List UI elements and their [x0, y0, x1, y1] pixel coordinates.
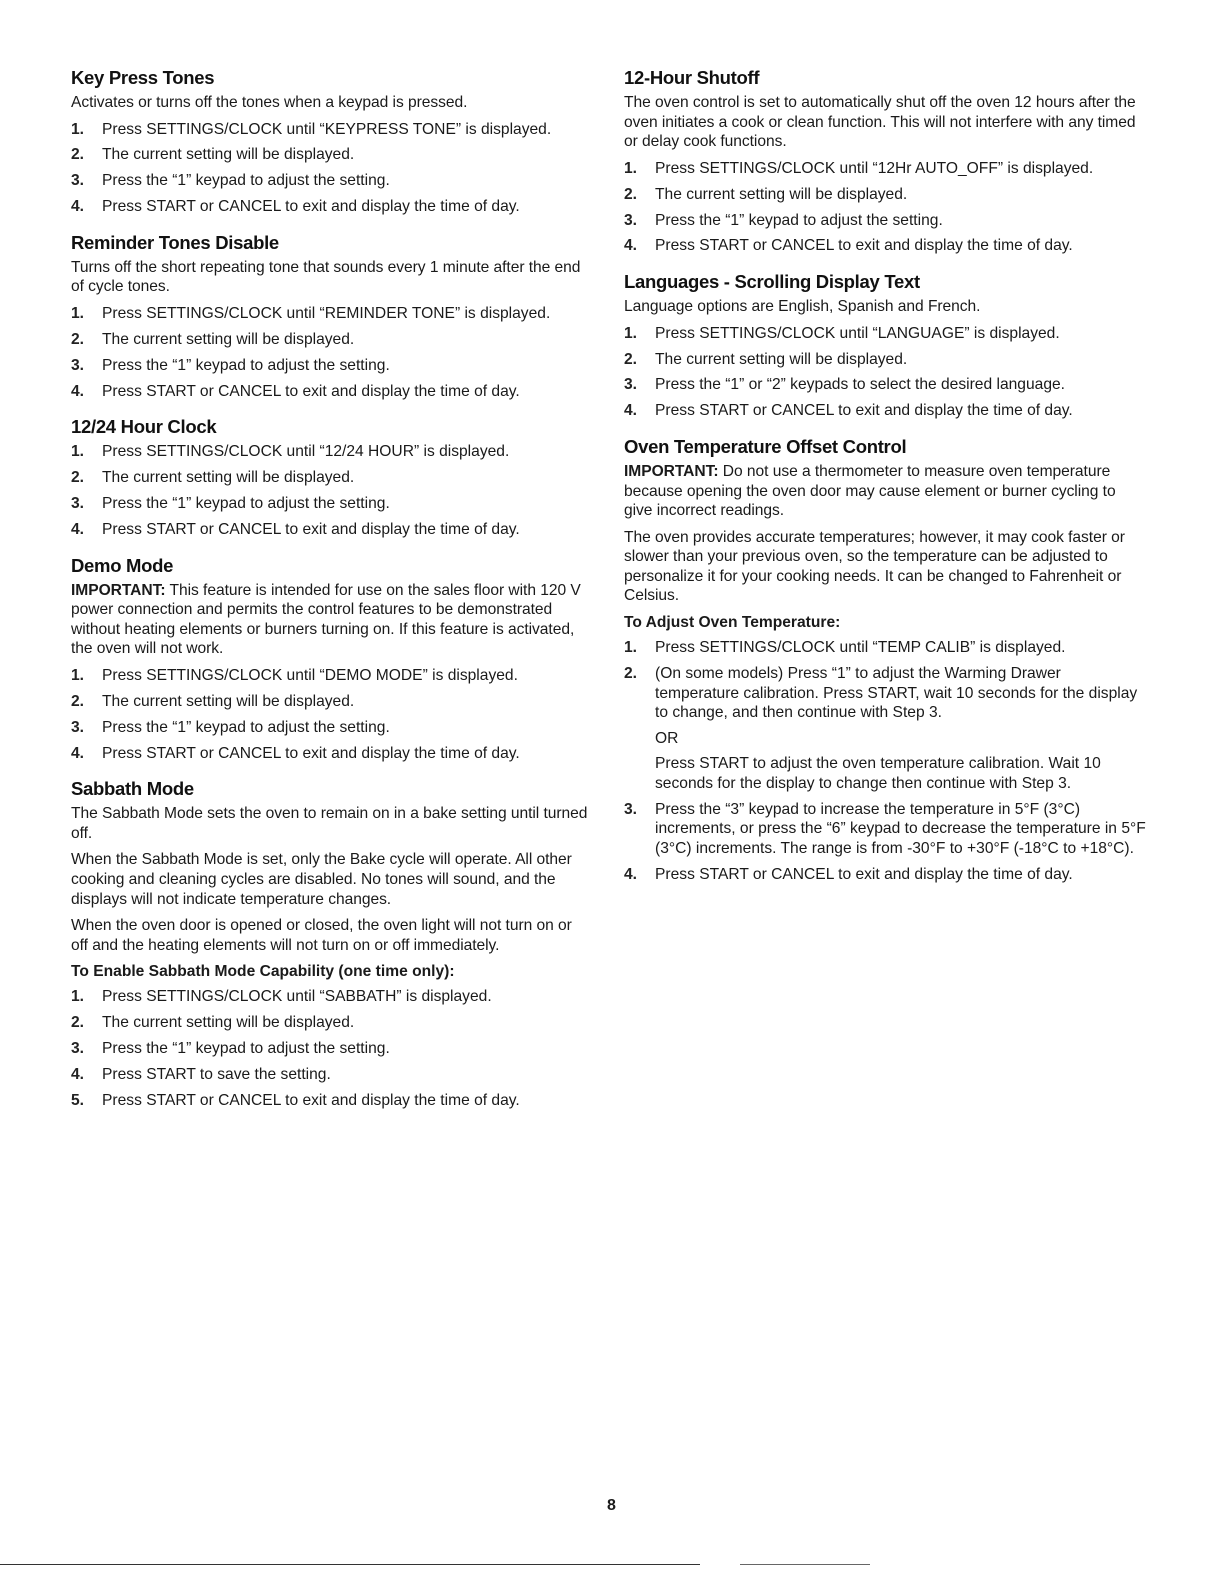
- step-number: 4.: [71, 1066, 85, 1084]
- step-number: 2.: [71, 146, 85, 164]
- step-text: Press START to save the setting.: [102, 1066, 331, 1084]
- section-title: Demo Mode: [71, 554, 174, 576]
- section-key-press-tones: [71, 66, 591, 217]
- step-text: Press SETTINGS/CLOCK until “SABBATH” is displayed.: [102, 988, 492, 1006]
- steps-list: [71, 442, 591, 539]
- step-text: The current setting will be displayed.: [655, 350, 908, 368]
- list-item: [71, 718, 591, 738]
- step-number: 1.: [624, 159, 638, 177]
- important-note: [71, 581, 591, 659]
- step-text: Press the “1” keypad to adjust the setting.: [102, 718, 390, 736]
- bottom-rule: [0, 1564, 700, 1565]
- steps-list: [624, 324, 1146, 421]
- step-number: 4.: [71, 198, 85, 216]
- important-label: IMPORTANT:: [624, 462, 719, 480]
- list-item: [71, 145, 591, 165]
- step-text: Press the “1” keypad to adjust the setting.: [655, 211, 943, 229]
- list-item: [71, 171, 591, 191]
- list-item: [624, 236, 1146, 256]
- steps-list: [624, 638, 1146, 884]
- important-label: IMPORTANT:: [71, 581, 166, 599]
- section-intro: Language options are English, Spanish and French.: [624, 298, 981, 316]
- section-hour-clock: [71, 415, 591, 539]
- list-item: [624, 375, 1146, 395]
- step-text: Press START or CANCEL to exit and display the time of day.: [655, 402, 1073, 420]
- steps-list: [71, 666, 591, 763]
- section-title: 12-Hour Shutoff: [624, 67, 760, 88]
- step-text: Press SETTINGS/CLOCK until “LANGUAGE” is displayed.: [655, 324, 1060, 342]
- list-item: [71, 356, 591, 376]
- step-number: 2.: [71, 469, 85, 487]
- paragraph: The Sabbath Mode sets the oven to remain on in a bake setting until turned off.: [71, 805, 588, 842]
- section-intro: Turns off the short repeating tone that sounds every 1 minute after the end of cycle tones.: [71, 258, 581, 296]
- list-item: [71, 520, 591, 540]
- list-item: [71, 666, 591, 686]
- step-text: Press the “1” or “2” keypads to select the desired language.: [655, 376, 1065, 394]
- step-number: 4.: [624, 237, 638, 255]
- section-title: Oven Temperature Offset Control: [624, 435, 907, 457]
- step-text: The current setting will be displayed.: [655, 185, 908, 203]
- list-item: [624, 350, 1146, 370]
- section-title: Sabbath Mode: [71, 778, 194, 800]
- step-text: Press the “1” keypad to adjust the setting.: [102, 356, 390, 374]
- step-text: The current setting will be displayed.: [102, 330, 355, 348]
- section-languages: [624, 270, 1146, 421]
- step-number: 3.: [71, 356, 85, 374]
- list-item: [71, 382, 591, 402]
- section-title: 12/24 Hour Clock: [71, 416, 217, 438]
- step-number: 1.: [624, 324, 638, 342]
- list-item: [624, 401, 1146, 421]
- subheading: To Adjust Oven Temperature:: [624, 614, 841, 632]
- step-text: Press SETTINGS/CLOCK until “DEMO MODE” is displayed.: [102, 666, 518, 684]
- step-text: The current setting will be displayed.: [102, 692, 355, 710]
- step-number: 3.: [624, 376, 638, 394]
- step-text: The current setting will be displayed.: [102, 146, 355, 164]
- step-number: 4.: [71, 744, 85, 762]
- section-title: Languages - Scrolling Display Text: [624, 271, 920, 293]
- step-text: Press START or CANCEL to exit and display the time of day.: [655, 237, 1073, 255]
- list-item: [71, 1039, 591, 1059]
- section-intro: Activates or turns off the tones when a keypad is pressed.: [71, 94, 468, 111]
- step-text: (On some models) Press “1” to adjust the Warming Drawer temperature calibration. Press START, wait 10 seconds for the display to change, and then continue with Step 3.: [655, 664, 1138, 722]
- list-item: [624, 185, 1146, 205]
- step-text: Press SETTINGS/CLOCK until “12/24 HOUR” is displayed.: [102, 443, 510, 461]
- important-note: [624, 462, 1146, 521]
- page-number: 8: [607, 1497, 616, 1514]
- paragraph: When the Sabbath Mode is set, only the Bake cycle will operate. All other cooking and cleaning cycles are disabled. No tones will sound, and the displays will not indicate temperature changes.: [71, 851, 572, 908]
- step-number: 3.: [624, 211, 638, 229]
- step-number: 1.: [71, 988, 85, 1006]
- step-number: 3.: [624, 800, 638, 818]
- list-item: [71, 1065, 591, 1085]
- step-text: Press the “1” keypad to adjust the setting.: [102, 172, 390, 190]
- list-item: [624, 865, 1146, 885]
- right-column: [624, 60, 1146, 898]
- list-item: [71, 304, 591, 324]
- list-item: [71, 330, 591, 350]
- step-number: 1.: [624, 639, 638, 657]
- paragraph: When the oven door is opened or closed, the oven light will not turn on or off and the heating elements will not turn on or off immediately.: [71, 917, 572, 954]
- list-item: [624, 800, 1146, 859]
- section-title: Key Press Tones: [71, 67, 215, 88]
- step-number: 5.: [71, 1091, 85, 1109]
- step-text: Press SETTINGS/CLOCK until “TEMP CALIB” is displayed.: [655, 639, 1066, 657]
- list-item: [71, 197, 591, 217]
- step-text: The current setting will be displayed.: [102, 469, 355, 487]
- step-text: Press SETTINGS/CLOCK until “12Hr AUTO_OFF” is displayed.: [655, 159, 1094, 177]
- section-intro: The oven control is set to automatically shut off the oven 12 hours after the oven initiates a cook or clean function. This will not interfere with any timed or delay cook functions.: [624, 94, 1136, 151]
- step-number: 1.: [71, 120, 85, 138]
- list-item: [71, 1013, 591, 1033]
- steps-list: [71, 304, 591, 401]
- step-number: 3.: [71, 172, 85, 190]
- step-number: 2.: [624, 185, 638, 203]
- list-item: [624, 159, 1146, 179]
- section-12-hour-shutoff: [624, 66, 1146, 256]
- step-text: The current setting will be displayed.: [102, 1014, 355, 1032]
- step-text: Press START or CANCEL to exit and display the time of day.: [655, 865, 1073, 883]
- section-temp-offset: [624, 435, 1146, 885]
- list-item: [71, 744, 591, 764]
- step-number: 3.: [71, 718, 85, 736]
- step-text: Press the “1” keypad to adjust the setting.: [102, 1040, 390, 1058]
- important-text: Do not use a thermometer to measure oven temperature because opening the oven door may cause element or burner cycling to give incorrect readings.: [624, 462, 1116, 520]
- list-item: [71, 1091, 591, 1111]
- step-number: 1.: [71, 443, 85, 461]
- step-number: 4.: [624, 865, 638, 883]
- step-text: Press START or CANCEL to exit and display the time of day.: [102, 744, 520, 762]
- step-text: Press SETTINGS/CLOCK until “KEYPRESS TONE” is displayed.: [102, 120, 552, 138]
- steps-list: [71, 987, 591, 1110]
- step-number: 4.: [71, 382, 85, 400]
- step-number: 4.: [71, 520, 85, 538]
- paragraph: The oven provides accurate temperatures; however, it may cook faster or slower than your previous oven, so the temperature can be adjusted to personalize it for your cooking needs. It can be changed to Fahrenheit or Celsius.: [624, 528, 1125, 605]
- list-item: [624, 324, 1146, 344]
- step-text: Press START or CANCEL to exit and display the time of day.: [102, 520, 520, 538]
- step-number: 2.: [71, 330, 85, 348]
- step-number: 4.: [624, 402, 638, 420]
- step-text: Press the “3” keypad to increase the temperature in 5°F (3°C) increments, or press the “6” keypad to decrease the temperature in 5°F (3°C) increments. The range is from -30°F to +30°F (-18°C to +18°C).: [655, 800, 1146, 857]
- step-number: 1.: [71, 666, 85, 684]
- section-demo-mode: [71, 554, 591, 764]
- list-item: [71, 987, 591, 1007]
- step-text: Press the “1” keypad to adjust the setting.: [102, 495, 390, 513]
- left-column: [71, 60, 591, 1125]
- step-number: 2.: [71, 692, 85, 710]
- step-text: Press START or CANCEL to exit and display the time of day.: [102, 198, 520, 216]
- list-item: [624, 638, 1146, 658]
- list-item: [624, 211, 1146, 231]
- bottom-rule-short: [740, 1564, 870, 1565]
- list-item: [71, 120, 591, 140]
- step-number: 2.: [624, 350, 638, 368]
- important-text: This feature is intended for use on the sales floor with 120 V power connection and permits the control features to be demonstrated without heating elements or burners turning on. If this feature is activated, the oven will not work.: [71, 581, 581, 658]
- step-text: Press START or CANCEL to exit and display the time of day.: [102, 382, 520, 400]
- step-number: 3.: [71, 1040, 85, 1058]
- section-sabbath-mode: [71, 777, 591, 1110]
- section-title: Reminder Tones Disable: [71, 231, 279, 253]
- steps-list: [71, 120, 591, 217]
- list-item: [71, 494, 591, 514]
- section-reminder-tones: [71, 231, 591, 401]
- step-or: OR: [655, 729, 679, 747]
- step-text: Press SETTINGS/CLOCK until “REMINDER TONE” is displayed.: [102, 305, 551, 323]
- step-alt-text: Press START to adjust the oven temperature calibration. Wait 10 seconds for the display to change then continue with Step 3.: [655, 755, 1101, 792]
- subheading: To Enable Sabbath Mode Capability (one time only):: [71, 963, 455, 981]
- list-item: [71, 692, 591, 712]
- steps-list: [624, 159, 1146, 256]
- step-number: 3.: [71, 495, 85, 513]
- step-number: 2.: [71, 1014, 85, 1032]
- step-number: 2.: [624, 664, 638, 682]
- list-item: [71, 442, 591, 462]
- list-item: [71, 468, 591, 488]
- list-item: [624, 664, 1146, 794]
- step-number: 1.: [71, 305, 85, 323]
- step-text: Press START or CANCEL to exit and display the time of day.: [102, 1091, 520, 1109]
